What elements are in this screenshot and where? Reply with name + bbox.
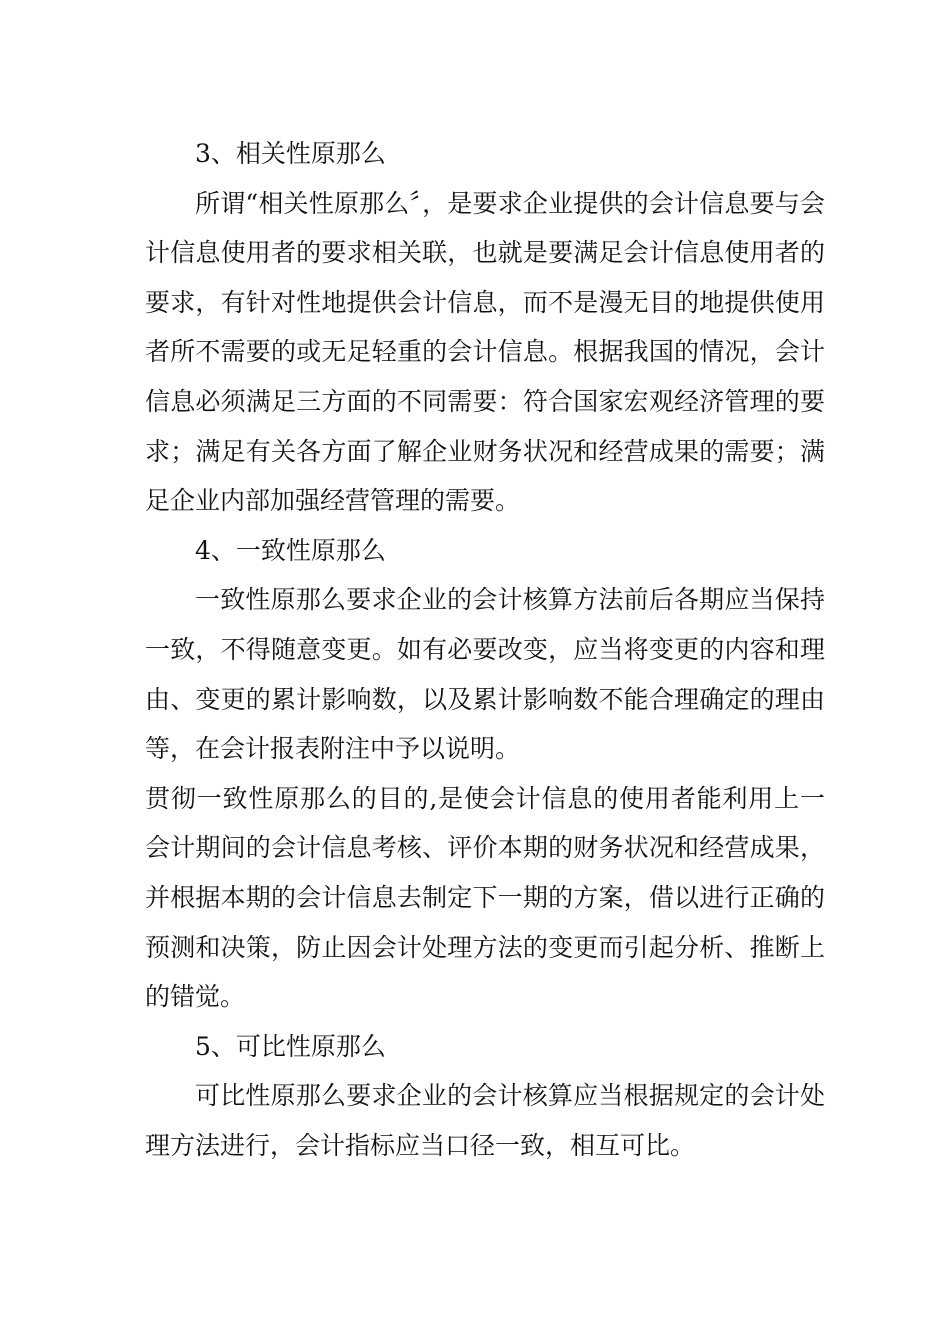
- section-4-paragraph-1: 一致性原那么要求企业的会计核算方法前后各期应当保持一致，不得随意变更。如有必要改变，应当将变更的内容和理由、变更的累计影响数，以及累计影响数不能合理确定的理由等，在会计报表附注中予以说明。: [145, 585, 825, 764]
- document-page: [145, 129, 825, 1170]
- section-5-paragraph: 可比性原那么要求企业的会计核算应当根据规定的会计处理方法进行，会计指标应当口径一致，相互可比。: [145, 1081, 825, 1160]
- section-heading-5: 5、可比性原那么: [195, 1031, 386, 1061]
- section-heading-3: 3、相关性原那么: [195, 139, 386, 168]
- section-3-paragraph: 所谓“相关性原那么〞，是要求企业提供的会计信息要与会计信息使用者的要求相关联，也就是要满足会计信息使用者的要求，有针对性地提供会计信息，而不是漫无目的地提供使用者所不需要的或无足轻重的会计信息。根据我国的情况，会计信息必须满足三方面的不同需要：符合国家宏观经济管理的要求；满足有关各方面了解企业财务状况和经营成果的需要；满足企业内部加强经营管理的需要。: [145, 188, 825, 516]
- section-4-paragraph-2: 贯彻一致性原那么的目的,是使会计信息的使用者能利用上一会计期间的会计信息考核、评价本期的财务状况和经营成果，并根据本期的会计信息去制定下一期的方案，借以进行正确的预测和决策，防止因会计处理方法的变更而引起分析、推断上的错觉。: [145, 783, 825, 1012]
- section-heading-4: 4、一致性原那么: [195, 535, 386, 565]
